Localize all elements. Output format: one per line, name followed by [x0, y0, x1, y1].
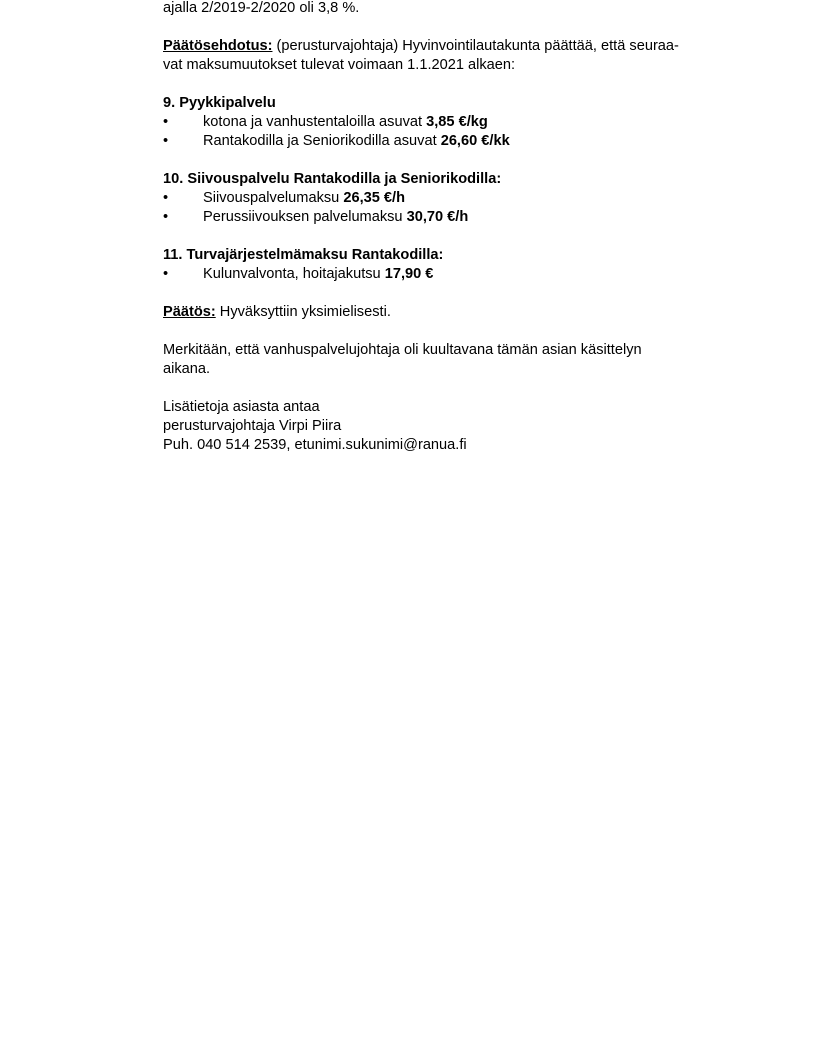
list-item [163, 189, 743, 208]
spacer [163, 322, 743, 341]
list-item-text [203, 208, 468, 227]
item-label: Perussiivouksen palvelumaksu [203, 209, 407, 225]
decision-text: Hyväksyttiin yksimielisesti. [215, 304, 391, 320]
list-item-text [203, 265, 433, 284]
list-item [163, 113, 743, 132]
spacer [163, 151, 743, 170]
list-item-text [203, 132, 510, 151]
note-line-2: aikana. [163, 361, 211, 377]
list-item-text [203, 189, 405, 208]
item-price: 26,35 €/h [343, 190, 406, 206]
item-label: Rantakodilla ja Seniorikodilla asuvat [203, 133, 441, 149]
contact-line-1: Lisätietoja asiasta antaa [163, 399, 320, 415]
note-line-1: Merkitään, että vanhuspalvelujohtaja oli kuultavana tämän asian käsittelyn [163, 342, 642, 358]
proposal-text-1: (perusturvajohtaja) Hyvinvointilautakunta päättää, että seuraa- [272, 38, 679, 54]
item-price: 3,85 €/kg [426, 114, 488, 130]
list-item [163, 132, 743, 151]
contact-line-2: perusturvajohtaja Virpi Piira [163, 418, 342, 434]
contact-line-3: Puh. 040 514 2539, etunimi.sukunimi@ranua.fi [163, 437, 467, 453]
item-price: 26,60 €/kk [440, 133, 510, 149]
proposal-line-1 [163, 37, 743, 56]
spacer [163, 284, 743, 303]
spacer [163, 75, 743, 94]
spacer [163, 18, 743, 37]
bullet-icon: • [163, 266, 169, 282]
proposal-text-2: vat maksumuutokset tulevat voimaan 1.1.2021 alkaen: [163, 57, 516, 73]
spacer [163, 227, 743, 246]
item-label: Kulunvalvonta, hoitajakutsu [203, 266, 385, 282]
section-heading-turvajarjestelma: 11. Turvajärjestelmämaksu Rantakodilla: [163, 247, 444, 263]
spacer [163, 379, 743, 398]
bullet-icon: • [163, 114, 169, 130]
item-label: Siivouspalvelumaksu [203, 190, 344, 206]
decision-line [163, 303, 743, 322]
bullet-icon: • [163, 133, 169, 149]
list-item [163, 208, 743, 227]
section-heading-siivouspalvelu: 10. Siivouspalvelu Rantakodilla ja Seniorikodilla: [163, 171, 502, 187]
decision-label: Päätös: [163, 304, 216, 320]
item-label: kotona ja vanhustentaloilla asuvat [203, 114, 427, 130]
item-price: 17,90 € [384, 266, 434, 282]
list-item [163, 265, 743, 284]
document-page [163, 0, 743, 455]
proposal-label: Päätösehdotus: [163, 38, 273, 54]
bullet-icon: • [163, 190, 169, 206]
bullet-icon: • [163, 209, 169, 225]
intro-tail-text: ajalla 2/2019-2/2020 oli 3,8 %. [163, 0, 360, 16]
item-price: 30,70 €/h [406, 209, 469, 225]
section-heading-pyykkipalvelu: 9. Pyykkipalvelu [163, 95, 276, 111]
list-item-text [203, 113, 488, 132]
